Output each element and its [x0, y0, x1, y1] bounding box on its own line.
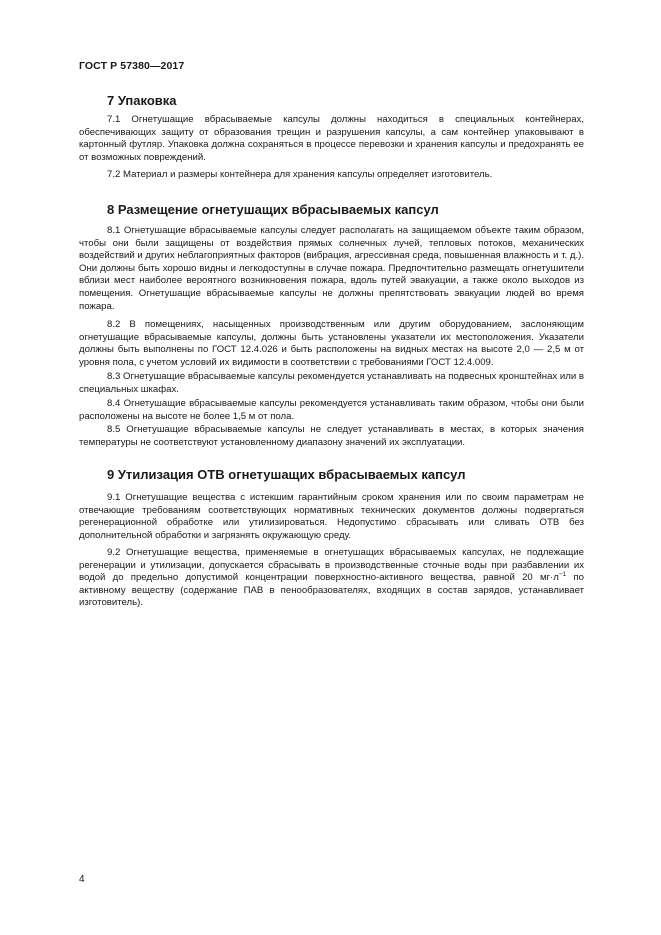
- paragraph-9-1: 9.1 Огнетушащие вещества с истекшим гарантийным сроком хранения или по своим параметрам не отвечающие требованиям соответствующих нормативных технических документов должны подвергаться регенерационной обработке или утилизироваться. Недопустимо сбрасывать или сливать ОТВ без дополнительной обработки и загрязнять окружающую среду.: [79, 492, 584, 541]
- document-header: ГОСТ Р 57380—2017: [79, 60, 185, 72]
- paragraph-8-1: 8.1 Огнетушащие вбрасываемые капсулы следует располагать на защищаемом объекте таким образом, чтобы они были защищены от воздействия прямых солнечных лучей, тепловых потоков, механических воздействий и других неблагоприятных факторов (вибрация, агрессивная среда, повышенная влажность и т. д.). Они должны быть хорошо видны и легкодоступны в случае пожара. Предпочтительно размещать огнетушители вблизи мест наиболее вероятного возникновения пожара, вдоль путей эвакуации, а также около выходов из помещения. Огнетушащие вбрасываемые капсулы не должны препятствовать эвакуации людей во время пожара.: [79, 225, 584, 312]
- paragraph-7-2: 7.2 Материал и размеры контейнера для хранения капсулы определяет изготовитель.: [107, 169, 493, 180]
- paragraph-8-4: 8.4 Огнетушащие вбрасываемые капсулы рекомендуется устанавливать таким образом, чтобы они были расположены на высоте не более 1,5 м от пола.: [79, 398, 584, 422]
- paragraph-9-2-text-a: 9.2 Огнетушащие вещества, применяемые в огнетушащих вбрасываемых капсулах, не подлежащие регенерации и утилизации, допускается сбрасывать в производственные сточные воды при разбавлении их водой до предельно допустимой концентрации поверхностно-активного вещества, равной 20 мг·л: [79, 547, 584, 584]
- page-number: 4: [79, 874, 85, 885]
- unit-exponent: −1: [558, 571, 567, 579]
- paragraph-7-1: 7.1 Огнетушащие вбрасываемые капсулы должны находиться в специальных контейнерах, обеспечивающих защиту от образования трещин и разрушения капсулы, а сам контейнер упаковывают в картонный футляр. Упаковка должна сохраняться в процессе перевозки и хранения капсулы и предохранять ее от возможных повреждений.: [79, 114, 584, 163]
- paragraph-9-2: [79, 547, 584, 610]
- paragraph-8-2: 8.2 В помещениях, насыщенных производственным или другим оборудованием, заслоняющим огнетушащие вбрасываемые капсулы, должны быть установлены указатели их местоположения. Указатели должны быть выполнены по ГОСТ 12.4.026 и быть расположены на видных местах на высоте 2,0 — 2,5 м от уровня пола, с учетом условий их видимости в соответствии с требованиями ГОСТ 12.4.009.: [79, 319, 584, 368]
- paragraph-9-2-text-b: по активному веществу (содержание ПАВ в пенообразователях, входящих в состав зарядов, устанавливает изготовитель).: [79, 572, 585, 609]
- section-7-heading: 7 Упаковка: [107, 93, 177, 108]
- section-8-heading: 8 Размещение огнетушащих вбрасываемых капсул: [107, 202, 439, 217]
- section-9-heading: 9 Утилизация ОТВ огнетушащих вбрасываемых капсул: [107, 467, 466, 482]
- paragraph-8-5: 8.5 Огнетушащие вбрасываемые капсулы не следует устанавливать в местах, в которых значения температуры не соответствуют установленному диапазону значений их эксплуатации.: [79, 424, 584, 448]
- paragraph-8-3: 8.3 Огнетушащие вбрасываемые капсулы рекомендуется устанавливать на подвесных кронштейнах или в специальных шкафах.: [79, 371, 584, 395]
